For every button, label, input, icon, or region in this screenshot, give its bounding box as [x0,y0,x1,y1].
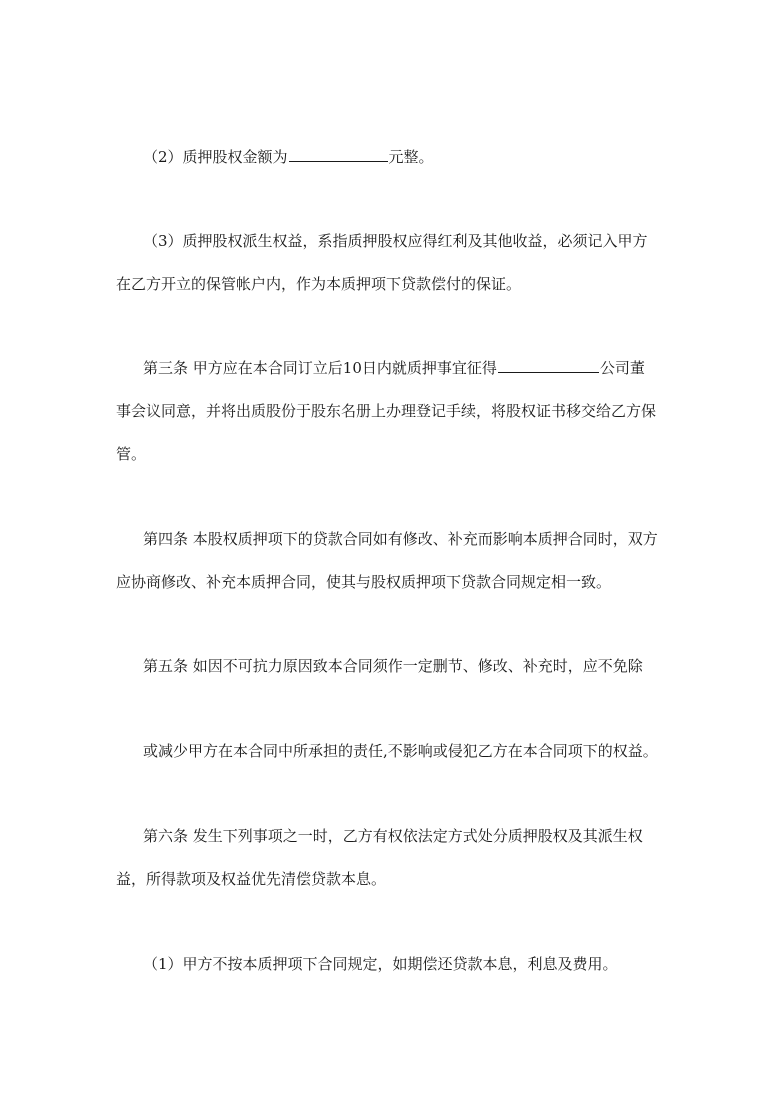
article3-line2: 事会议同意，并将出质股份于股东名册上办理登记手续，将股权证书移交给乙方保 [116,402,657,420]
clause-item3-line1: （3）质押股权派生权益，系指质押股权应得红利及其他收益，必须记入甲方 [143,232,648,250]
article3-line1 [143,358,645,378]
article3-line1-suffix: 公司董 [599,359,645,377]
article3-line1-prefix: 第三条 甲方应在本合同订立后10日内就质押事宜征得 [143,359,497,377]
article6-line1: 第六条 发生下列事项之一时，乙方有权依法定方式处分质押股权及其派生权 [143,827,643,845]
article4-line1: 第四条 本股权质押项下的贷款合同如有修改、补充而影响本质押合同时，双方 [143,530,658,548]
clause-item3-line2: 在乙方开立的保管帐户内，作为本质押项下贷款偿付的保证。 [116,275,522,293]
article4-line2: 应协商修改、补充本质押合同，使其与股权质押项下贷款合同规定相一致。 [116,573,612,591]
article3-line3: 管。 [116,445,147,463]
article5-line2: 或减少甲方在本合同中所承担的责任,不影响或侵犯乙方在本合同项下的权益。 [143,742,658,760]
clause-item2-prefix: （2）质押股权金额为 [143,148,288,166]
company-name-blank [498,358,599,373]
article6-line2: 益，所得款项及权益优先清偿贷款本息。 [116,870,387,888]
amount-blank [289,147,388,162]
clause-item1: （1）甲方不按本质押项下合同规定，如期偿还贷款本息，利息及费用。 [143,955,618,973]
article5-line1: 第五条 如因不可抗力原因致本合同须作一定删节、修改、补充时，应不免除 [143,657,643,675]
clause-item2-suffix: 元整。 [388,148,434,166]
clause-item2 [143,147,434,167]
